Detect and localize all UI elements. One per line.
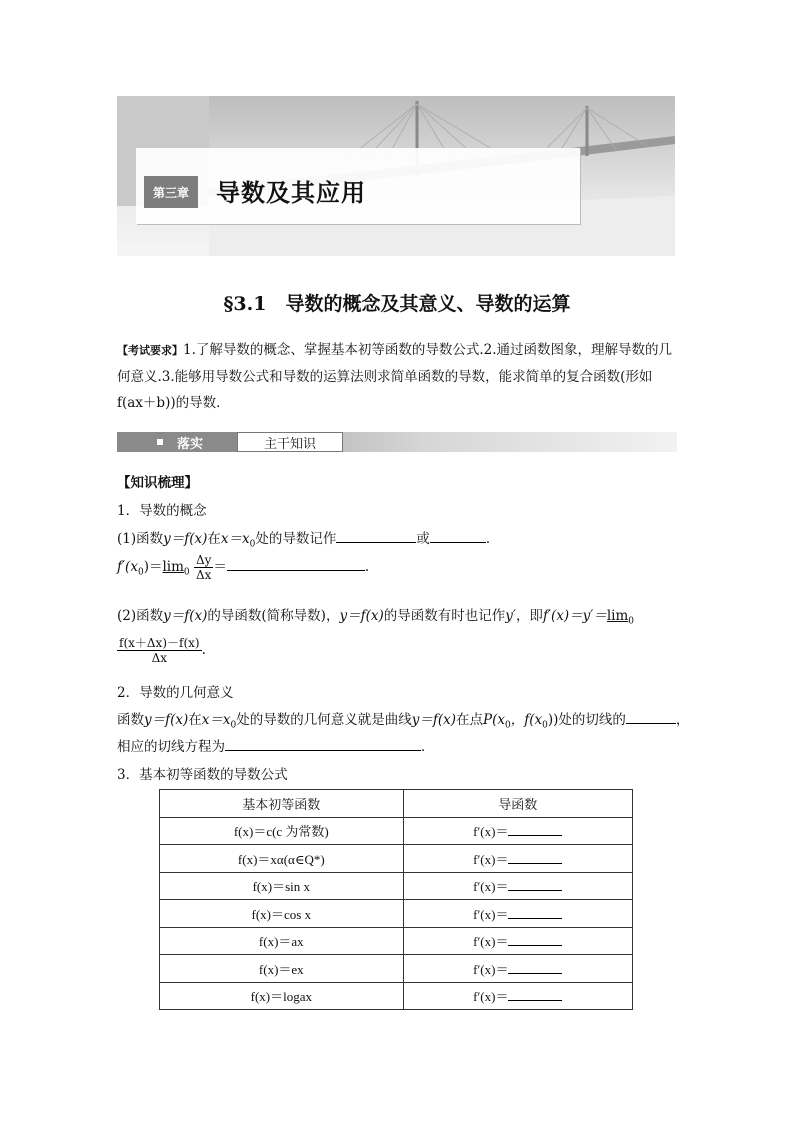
answer-blank[interactable] <box>225 736 421 751</box>
header-derivative: 导函数 <box>403 790 632 818</box>
square-icon <box>157 439 163 445</box>
text: ＝ <box>213 559 227 575</box>
text: ))处的切线的 <box>547 712 626 728</box>
text: 在 <box>207 531 221 547</box>
math: y＝f(x) <box>163 608 208 624</box>
numerator: f(x＋Δx)－f(x) <box>119 636 200 650</box>
item1-line3: (2)函数y＝f(x)的导函数(简称导数)，y＝f(x)的导函数有时也记作y′，即$f'(x)=y'=\lim_0$ <box>117 608 635 627</box>
derivative-cell <box>403 900 632 928</box>
header-function: 基本初等函数 <box>160 790 404 818</box>
exam-requirements-text: 1.了解导数的概念、掌握基本初等函数的导数公式.2.通过函数图象，理解导数的几何意义.3.能够用导数公式和导数的运算法则求简单函数的导数，能求简单的复合函数(形如 <box>117 342 673 385</box>
text: (1)函数 <box>117 531 164 547</box>
text: 的导函数有时也记作 <box>383 608 506 624</box>
function-cell: f(x)＝cos x <box>160 900 404 928</box>
item1-heading: 1．导数的概念 <box>117 503 207 519</box>
derivative-cell <box>403 845 632 873</box>
table-row <box>160 845 633 873</box>
item2-heading: 2．导数的几何意义 <box>117 685 234 701</box>
text: 处的导数的几何意义就是曲线 <box>236 712 412 728</box>
item2-line2: 相应的切线方程为 ． <box>117 735 435 755</box>
math: P(x <box>483 712 505 728</box>
derivative-cell <box>403 955 632 983</box>
lim-symbol: lim <box>162 559 184 575</box>
table-header-row <box>160 790 633 818</box>
answer-blank[interactable] <box>508 823 562 836</box>
text: f′(x)＝ <box>473 934 509 950</box>
answer-blank[interactable] <box>227 556 365 571</box>
math: x＝x <box>201 712 231 728</box>
math: y＝f(x) <box>144 712 189 728</box>
answer-blank[interactable] <box>508 851 562 864</box>
math: ，f(x <box>510 712 543 728</box>
text: 或 <box>416 531 430 547</box>
item2-line1: 函数y＝f(x)在$x=x_0$处的导数的几何意义就是曲线y＝f(x)在点$P(x_0$，$f(x_0)$)处的切线的 ， <box>117 708 689 731</box>
fraction <box>194 553 213 582</box>
math: y＝f(x) <box>163 531 208 547</box>
answer-blank[interactable] <box>336 528 416 543</box>
chapter-title: 导数及其应用 <box>216 179 366 207</box>
math: f′(x <box>117 559 138 575</box>
math: f′(x)＝y′＝ <box>542 608 607 624</box>
math: x＝x <box>220 531 250 547</box>
answer-blank[interactable] <box>508 933 562 946</box>
text: f′(x)＝ <box>473 961 509 977</box>
text: 在 <box>188 712 202 728</box>
function-cell: f(x)＝ax <box>160 927 404 955</box>
exam-requirements-text-end: f(ax＋b))的导数． <box>117 395 230 411</box>
chapter-badge: 第三章 <box>144 176 198 208</box>
numerator: Δy <box>195 553 212 567</box>
answer-blank[interactable] <box>508 906 562 919</box>
text: 在点 <box>456 712 484 728</box>
function-cell: f(x)＝xα(α∈Q*) <box>160 845 404 873</box>
text: f′(x)＝ <box>473 824 509 840</box>
text: 处的导数记作 <box>255 531 337 547</box>
function-cell: f(x)＝logax <box>160 982 404 1010</box>
derivative-cell <box>403 927 632 955</box>
band-left <box>117 432 237 452</box>
table-row <box>160 900 633 928</box>
derivative-cell <box>403 817 632 845</box>
knowledge-label: 【知识梳理】 <box>117 475 198 491</box>
math: y＝f(x) <box>411 712 457 728</box>
table-row <box>160 927 633 955</box>
math: y＝f(x) <box>339 608 384 624</box>
exam-requirements <box>117 337 677 416</box>
answer-blank[interactable] <box>508 961 562 974</box>
table-row <box>160 982 633 1010</box>
text: 函数 <box>117 712 144 728</box>
fraction <box>117 636 202 665</box>
denominator: Δx <box>151 651 168 665</box>
band-right-label: 主干知识 <box>237 432 343 452</box>
section-title: §3.1 导数的概念及其意义、导数的运算 <box>223 293 571 315</box>
table-row <box>160 817 633 845</box>
text: f′(x)＝ <box>473 851 509 867</box>
text: )＝ <box>143 559 163 575</box>
text: (2)函数 <box>117 608 164 624</box>
answer-blank[interactable] <box>508 988 562 1001</box>
denominator: Δx <box>195 568 212 582</box>
section-band <box>117 432 677 452</box>
text: 的导函数(简称导数)， <box>207 608 340 624</box>
function-cell: f(x)＝sin x <box>160 872 404 900</box>
item3-heading: 3．基本初等函数的导数公式 <box>117 767 288 783</box>
exam-requirements-label: 【考试要求】 <box>117 344 183 357</box>
answer-blank[interactable] <box>626 709 676 724</box>
text: 相应的切线方程为 <box>117 739 225 755</box>
function-cell: f(x)＝c(c 为常数) <box>160 817 404 845</box>
text: f′(x)＝ <box>473 906 509 922</box>
answer-blank[interactable] <box>430 528 486 543</box>
table-row <box>160 955 633 983</box>
derivative-table <box>159 789 633 1010</box>
answer-blank[interactable] <box>508 878 562 891</box>
lim-symbol: lim <box>606 608 629 624</box>
table-row <box>160 872 633 900</box>
band-left-label: 落实 <box>177 436 204 452</box>
function-cell: f(x)＝ex <box>160 955 404 983</box>
text: f′(x)＝ <box>473 989 509 1005</box>
text: f′(x)＝ <box>473 879 509 895</box>
item1-line1: (1)函数y＝f(x)在$x=x_0$处的导数记作 或 ． <box>117 527 499 550</box>
text: ，即 <box>515 608 543 624</box>
math: y′ <box>505 608 516 624</box>
item1-line4: $\frac{f(x+\Delta x)-f(x)}{\Delta x}$ . <box>119 636 206 665</box>
derivative-cell <box>403 982 632 1010</box>
derivative-cell <box>403 872 632 900</box>
item1-formula: $f'(x_0)=\lim_0$ $\frac{\Delta y}{\Delta x}$ ＝ . <box>117 553 370 582</box>
